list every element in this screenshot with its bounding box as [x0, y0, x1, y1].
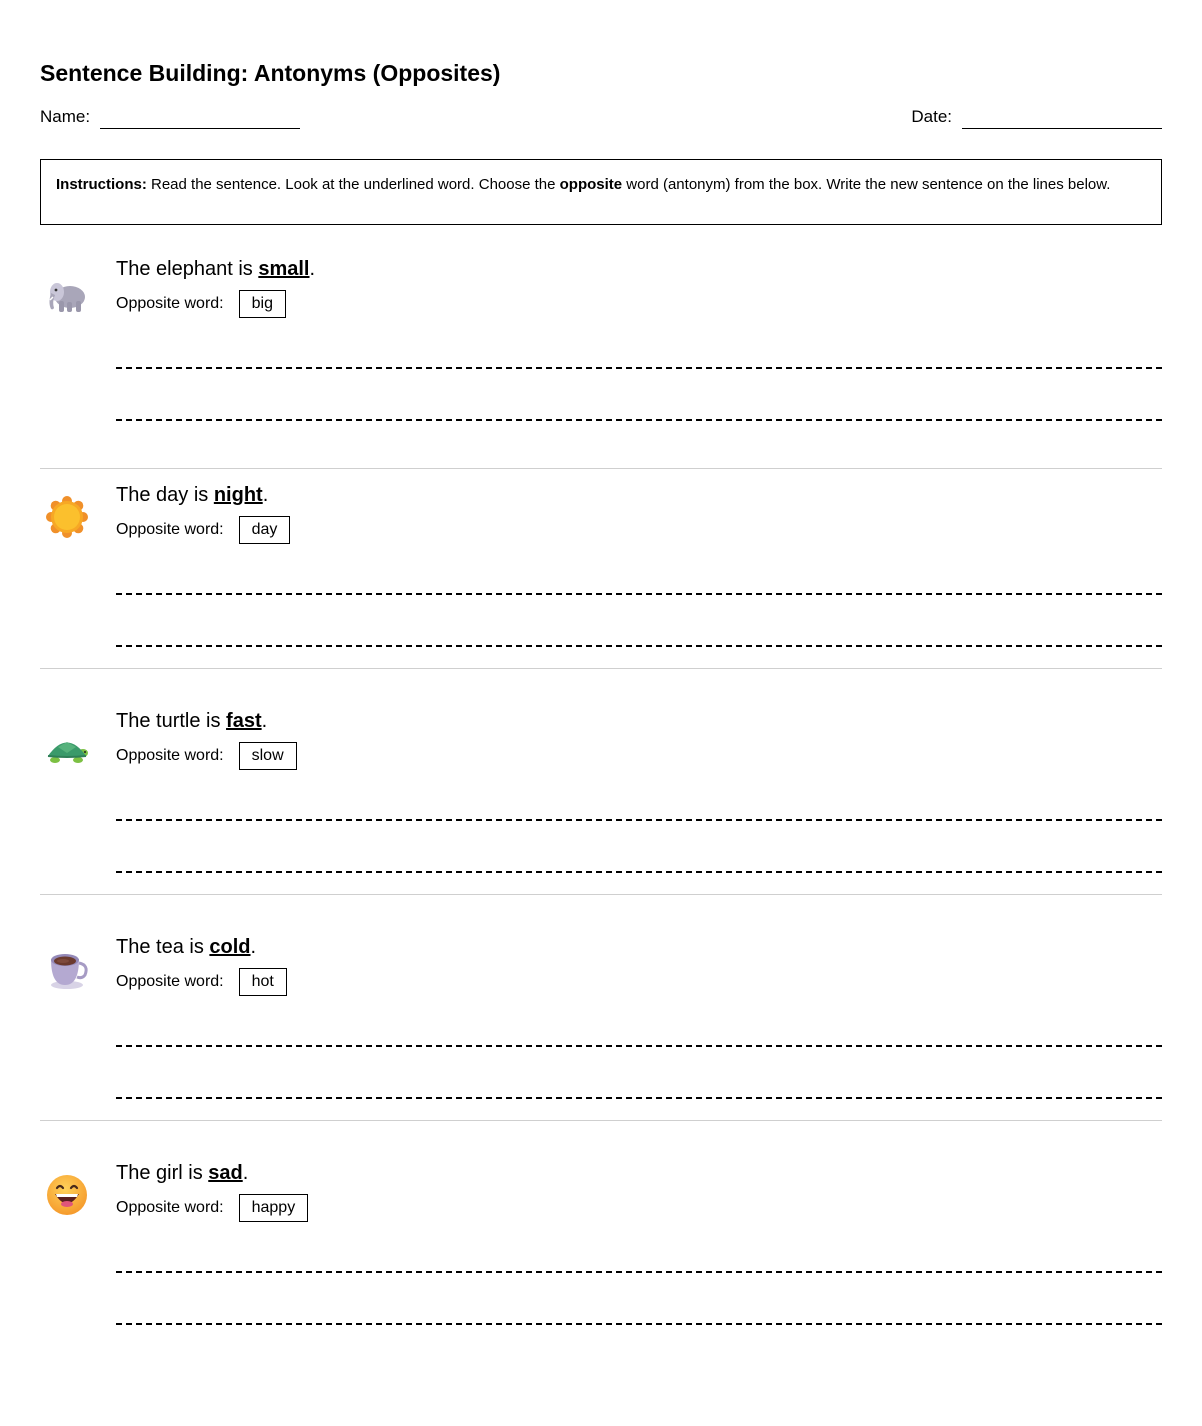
writing-line[interactable]	[116, 593, 1162, 595]
opposite-word-label: Opposite word:	[116, 1199, 224, 1216]
exercise-item	[40, 243, 1162, 469]
opposite-word-row	[116, 1194, 308, 1222]
underlined-word: cold	[209, 936, 251, 958]
writing-line[interactable]	[116, 1323, 1162, 1325]
writing-line[interactable]	[116, 645, 1162, 647]
opposite-word-box: big	[239, 290, 286, 318]
page-title: Sentence Building: Antonyms (Opposites)	[40, 60, 501, 86]
underlined-word: night	[213, 484, 263, 506]
opposite-word-box: hot	[239, 968, 287, 996]
exercise-item	[40, 1121, 1162, 1347]
opposite-word-label: Opposite word:	[116, 973, 224, 990]
sentence-end: .	[250, 936, 257, 958]
header-fields	[40, 105, 1162, 131]
writing-line[interactable]	[116, 1097, 1162, 1099]
name-label: Name:	[40, 107, 91, 126]
exercise-item	[40, 895, 1162, 1121]
opposite-word-row	[116, 290, 286, 318]
exercise-item	[40, 669, 1162, 895]
name-line[interactable]	[100, 110, 300, 129]
sun-icon	[45, 495, 89, 539]
sentence-end: .	[261, 710, 268, 732]
opposite-word-box: day	[239, 516, 291, 544]
date-label: Date:	[911, 107, 952, 126]
opposite-word-row	[116, 742, 297, 770]
date-field[interactable]	[911, 105, 1162, 129]
instructions-emphasis: opposite	[559, 176, 623, 193]
sentence-end: .	[309, 258, 316, 280]
opposite-word-box: happy	[239, 1194, 309, 1222]
sentence	[116, 257, 315, 281]
writing-line[interactable]	[116, 367, 1162, 369]
underlined-word: sad	[208, 1162, 243, 1184]
opposite-word-row	[116, 968, 287, 996]
elephant-icon	[45, 273, 89, 317]
opposite-word-label: Opposite word:	[116, 747, 224, 764]
turtle-icon	[45, 729, 89, 773]
exercise-item	[40, 443, 1162, 669]
instructions-lead: Instructions:	[56, 176, 147, 193]
opposite-word-box: slow	[239, 742, 297, 770]
sentence-end: .	[242, 1162, 249, 1184]
writing-line[interactable]	[116, 1271, 1162, 1273]
smiling-face-icon	[45, 1173, 89, 1217]
sentence-start: The turtle is	[116, 710, 227, 732]
sentence-start: The elephant is	[116, 258, 259, 280]
instructions-text-before: Read the sentence. Look at the underlined word. Choose the	[146, 176, 560, 193]
opposite-word-row	[116, 516, 290, 544]
sentence-start: The tea is	[116, 936, 210, 958]
sentence	[116, 709, 267, 733]
date-line[interactable]	[962, 110, 1162, 129]
writing-line[interactable]	[116, 419, 1162, 421]
writing-line[interactable]	[116, 819, 1162, 821]
tea-cup-icon	[45, 947, 89, 991]
instructions-text-after: word (antonym) from the box. Write the new sentence on the lines below.	[622, 176, 1111, 193]
underlined-word: fast	[226, 710, 262, 732]
writing-line[interactable]	[116, 1045, 1162, 1047]
sentence-start: The girl is	[116, 1162, 209, 1184]
opposite-word-label: Opposite word:	[116, 521, 224, 538]
instructions-box	[40, 159, 1162, 225]
sentence	[116, 1161, 248, 1185]
sentence	[116, 483, 268, 507]
opposite-word-label: Opposite word:	[116, 295, 224, 312]
sentence-end: .	[262, 484, 269, 506]
writing-line[interactable]	[116, 871, 1162, 873]
underlined-word: small	[258, 258, 310, 280]
sentence	[116, 935, 256, 959]
sentence-start: The day is	[116, 484, 214, 506]
name-field[interactable]	[40, 105, 300, 129]
